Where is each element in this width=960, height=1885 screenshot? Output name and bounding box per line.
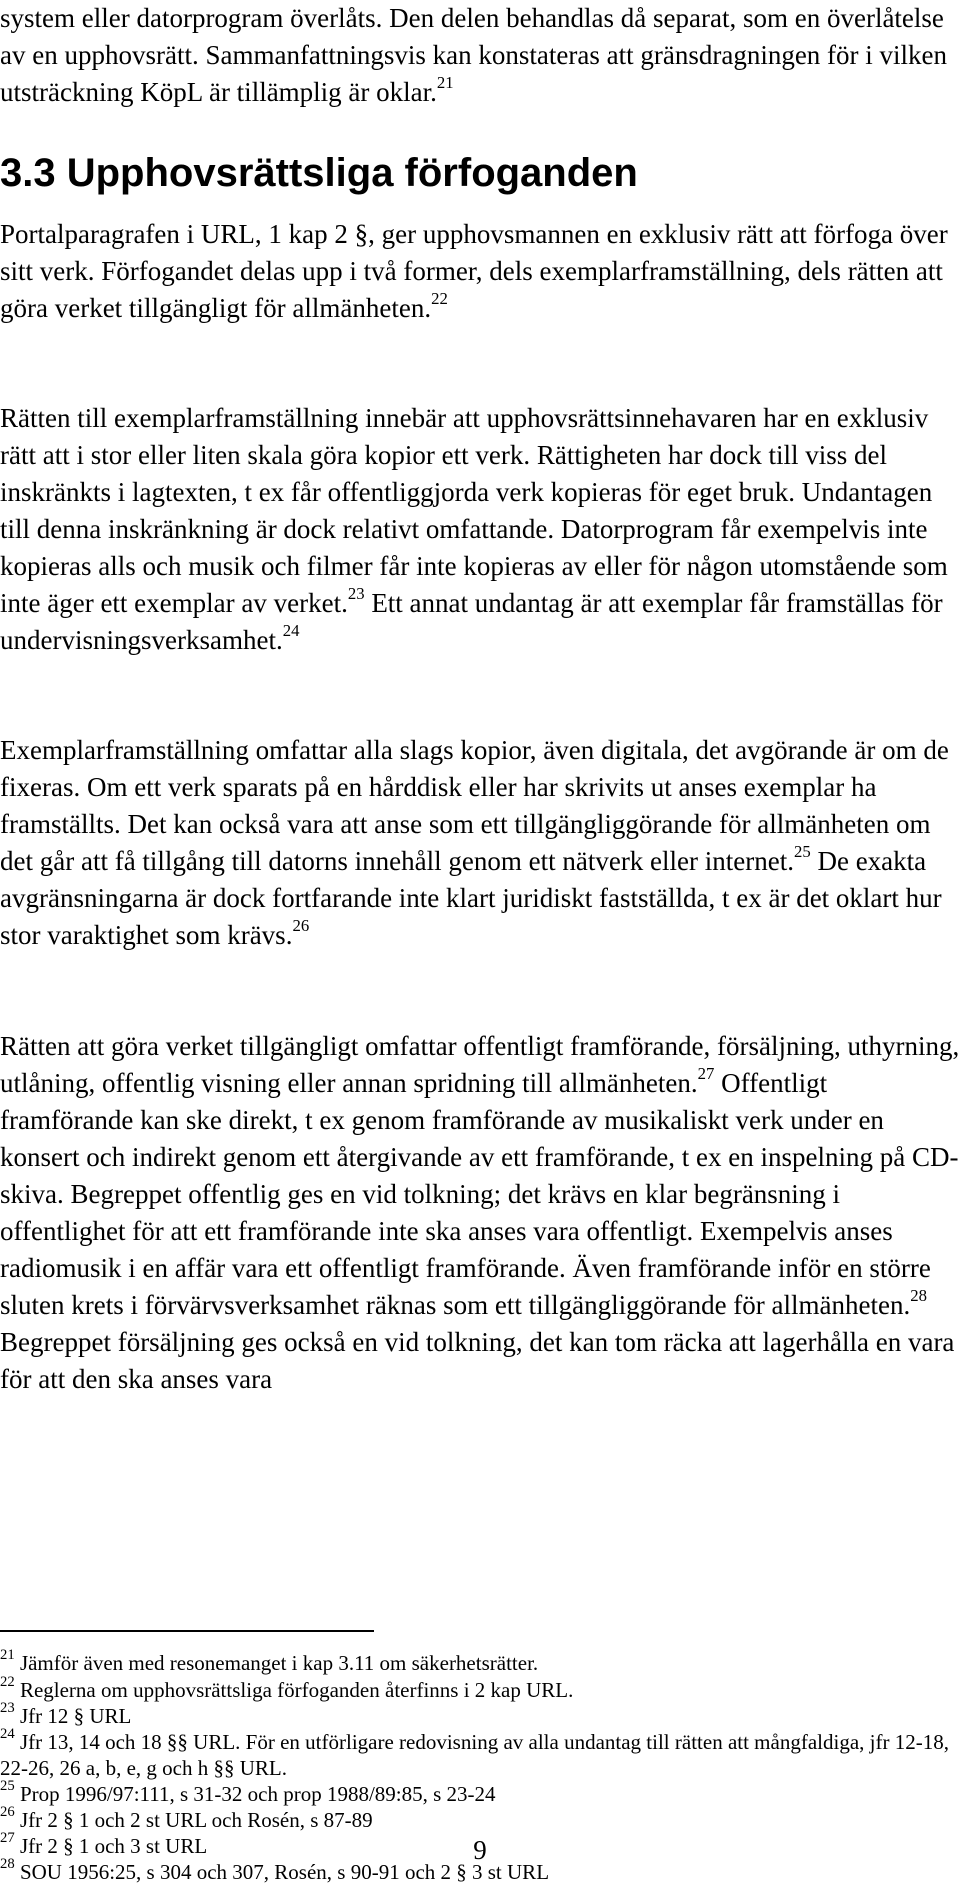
paragraph-text: Rätten till exemplarframställning innebär att upphovsrättsinnehavaren har en exklusiv rätt att i stor eller liten skala göra kopior ett verk. Rättigheten har dock till viss del inskränkts i lagtexten, t ex får offentliggjorda verk kopieras för eget bruk. Undantagen till denna inskränkning är dock relativt omfattande. Datorprogram får exempelvis inte kopieras alls och musik och filmer får inte kopieras av eller för någon utomstående som inte äger ett exemplar av verket. [0, 403, 948, 618]
paragraph-text: Exemplarframställning omfattar alla slags kopior, även digitala, det avgörande är om de fixeras. Om ett verk sparats på en hårddisk eller har skrivits ut anses exemplar ha framställts. Det kan också vara att anse som ett tillgängliggörande för allmänheten om det går att få tillgång till datorns innehåll genom ett nätverk eller internet. [0, 735, 949, 876]
footnote-text: Jfr 13, 14 och 18 §§ URL. För en utförligare redovisning av alla undantag till rätten att mångfaldiga, jfr 12-18, 22-26, 26 a, b, e, g och h §§ URL. [0, 1730, 949, 1780]
footnote-number: 28 [0, 1856, 15, 1873]
footnote-text: Reglerna om upphovsrättsliga förfoganden återfinns i 2 kap URL. [19, 1678, 574, 1702]
footnote-number: 23 [0, 1700, 15, 1717]
paragraph-text: Portalparagrafen i URL, 1 kap 2 §, ger upphovsmannen en exklusiv rätt att förfoga över sitt verk. Förfogandet delas upp i två former, dels exemplarframställning, dels rätten att göra verket tillgängligt för allmänheten. [0, 219, 948, 323]
footnote-number: 24 [0, 1726, 15, 1743]
footnote [0, 1647, 960, 1676]
paragraph-text: De exakta avgränsningarna är dock fortfarande inte klart juridiskt fastställda, t ex är det oklart hur stor varaktighet som krävs. [0, 846, 942, 950]
footnote-ref-25: 25 [793, 842, 811, 861]
paragraph-portal [0, 216, 960, 327]
footnote-ref-27: 27 [697, 1064, 715, 1083]
footnote-text: Prop 1996/97:111, s 31-32 och prop 1988/89:85, s 23-24 [19, 1782, 496, 1806]
footnote [0, 1700, 960, 1729]
footnote [0, 1778, 960, 1807]
continuation-paragraph [0, 0, 960, 111]
footnote-ref-26: 26 [292, 916, 310, 935]
paragraph-digital [0, 732, 960, 954]
paragraph-availability [0, 1028, 960, 1398]
footnote [0, 1674, 960, 1703]
footnote-ref-28: 28 [910, 1286, 927, 1305]
footnote-ref-22: 22 [431, 289, 448, 308]
footnote [0, 1804, 960, 1833]
footnote-ref-23: 23 [347, 584, 365, 603]
footnote-number: 26 [0, 1804, 15, 1821]
page-number: 9 [473, 1835, 487, 1865]
footnote-number: 27 [0, 1830, 15, 1847]
footnote-number: 21 [0, 1647, 15, 1664]
footnote-ref-21: 21 [436, 73, 454, 92]
footnote-text: Jfr 2 § 1 och 3 st URL [19, 1834, 208, 1858]
footnote-text: Jämför även med resonemanget i kap 3.11 om säkerhetsrätter. [19, 1651, 539, 1675]
paragraph-text: Offentligt framförande kan ske direkt, t ex genom framförande av musikaliskt verk under en konsert och indirekt genom ett återgivande av ett framförande, t ex en inspelning på CD-skiva. Begreppet offentlig ges en vid tolkning; det krävs en klar begränsning i offentlighet för att ett framförande inte ska anses vara offentligt. Exempelvis anses radiomusik i en affär vara ett offentligt framförande. Även framförande inför en större sluten krets i förvärvsverksamhet räknas som ett tillgängliggörande för allmänheten. [0, 1068, 959, 1320]
paragraph-text: Begreppet försäljning ges också en vid tolkning, det kan tom räcka att lagerhålla en vara för att den ska anses vara [0, 1327, 955, 1394]
footnote-divider [0, 1630, 374, 1632]
paragraph-text: system eller datorprogram överlåts. Den delen behandlas då separat, som en överlåtelse av en upphovsrätt. Sammanfattningsvis kan konstateras att gränsdragningen för i vilken utsträckning KöpL är tillämplig är oklar. [0, 3, 948, 107]
footnote-ref-24: 24 [282, 621, 300, 640]
footnote-text: Jfr 12 § URL [19, 1704, 132, 1728]
paragraph-text: Ett annat undantag är att exemplar får framställas för undervisningsverksamhet. [0, 588, 943, 655]
footnote-number: 22 [0, 1674, 15, 1691]
paragraph-text: Rätten att göra verket tillgängligt omfattar offentligt framförande, försäljning, uthyrning, utlåning, offentlig visning eller annan spridning till allmänheten. [0, 1031, 960, 1098]
footnote [0, 1726, 960, 1781]
footnote-number: 25 [0, 1778, 15, 1795]
paragraph-exemplar [0, 400, 960, 659]
footnote-text: SOU 1956:25, s 304 och 307, Rosén, s 90-91 och 2 § 3 st URL [19, 1860, 550, 1884]
section-heading: 3.3 Upphovsrättsliga förfoganden [0, 151, 638, 195]
footnote-text: Jfr 2 § 1 och 2 st URL och Rosén, s 87-89 [19, 1808, 373, 1832]
